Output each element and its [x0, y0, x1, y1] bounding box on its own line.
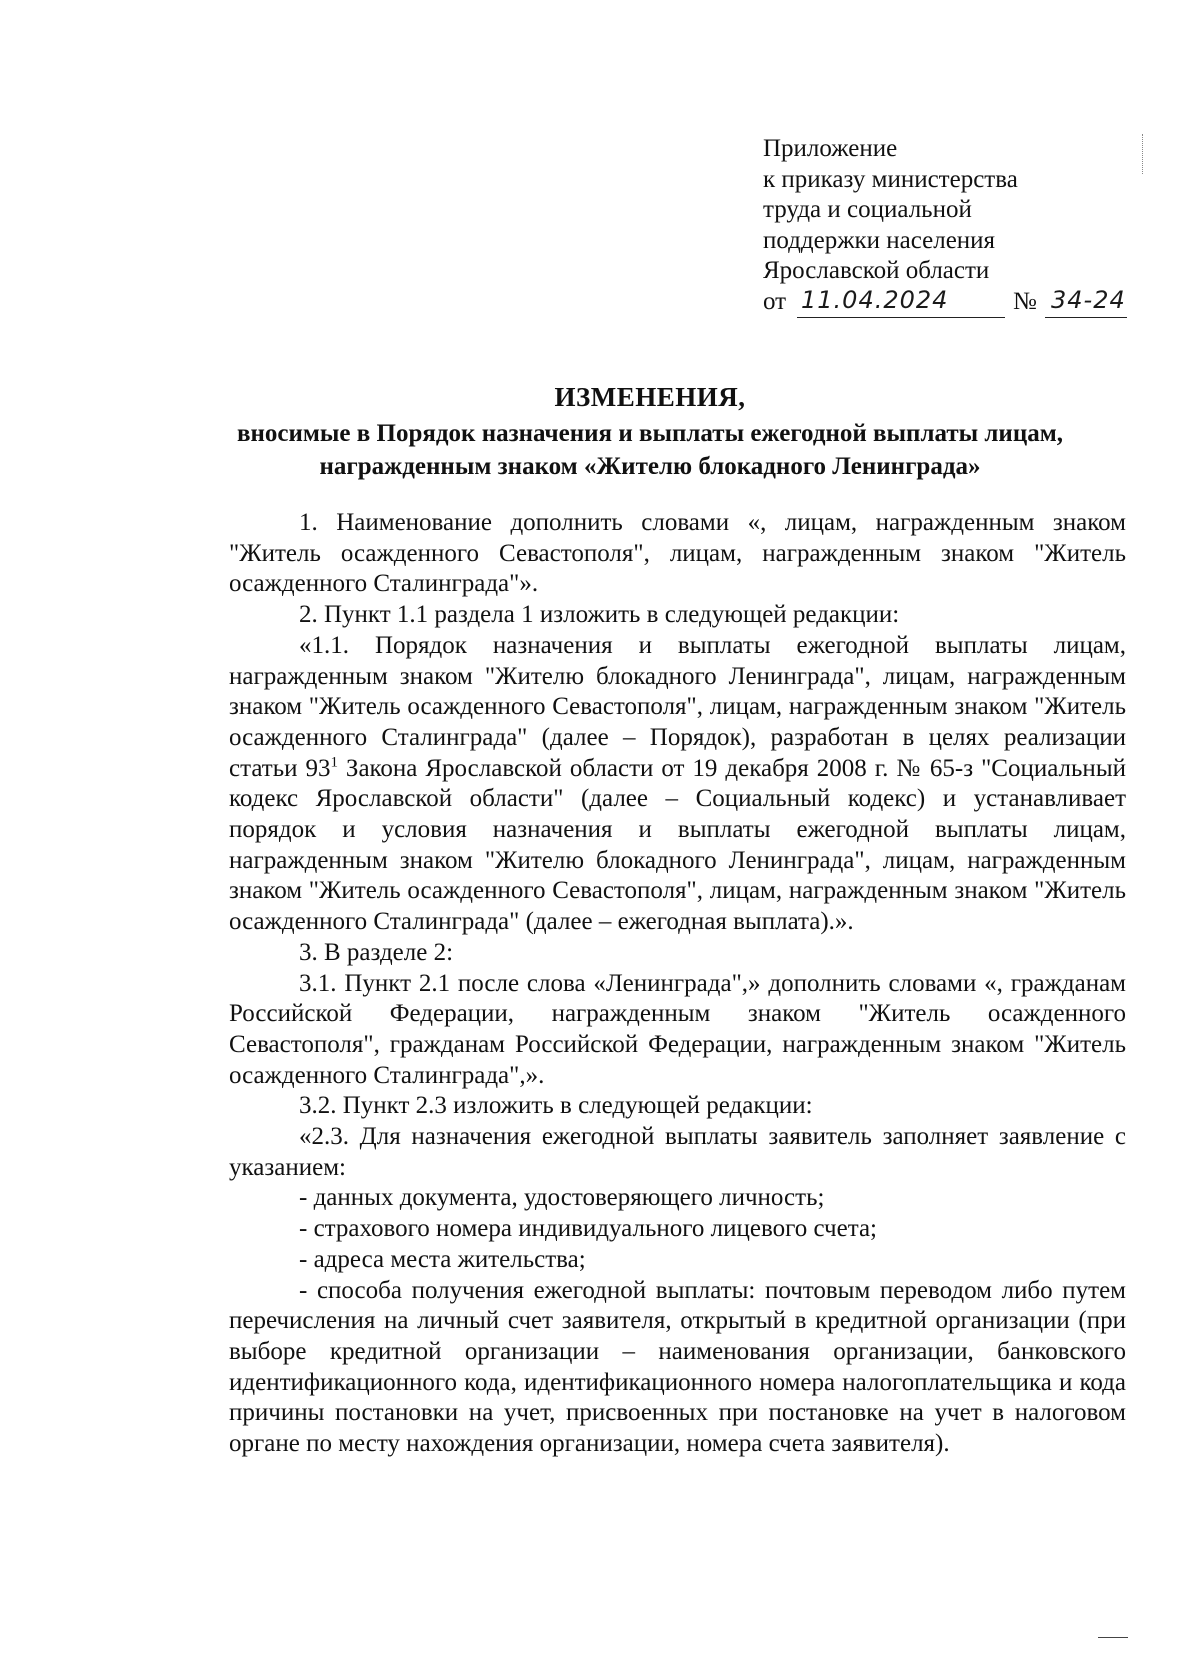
subtitle-line-2: награжденным знаком «Жителю блокадного Ленинграда» — [319, 453, 981, 480]
header-line: к приказу министерства — [763, 165, 1018, 193]
paragraph-6: 3.2. Пункт 2.3 изложить в следующей редакции: — [299, 1092, 813, 1120]
date-field — [797, 287, 1005, 318]
paragraph-3-part-1: «1.1. Порядок назначения и выплаты ежегодной выплаты лицам, награжденным знаком "Жителю блокадного Ленинграда", лицам, награжденным знаком "Житель осажденного Севастополя", лицам, награжденным знаком "Житель осажденного Сталинграда" (далее – Порядок), разработан в целях реализации статьи 93 — [229, 631, 1126, 782]
bottom-mark — [1098, 1637, 1128, 1638]
document-subtitle — [120, 417, 1180, 483]
paragraph-3 — [229, 631, 1126, 938]
document-title: ИЗМЕНЕНИЯ, — [554, 382, 746, 412]
list-item: - способа получения ежегодной выплаты: почтовым переводом либо путем перечисления на личный счет заявителя, открытый в кредитной организации (при выборе кредитной организации – наименования организации, банковского идентификационного кода, идентификационного номера налогоплательщика и кода причины постановки на учет, присвоенных при постановке на учет в налоговом органе по месту нахождения организации, номера счета заявителя). — [229, 1276, 1126, 1458]
article-superscript: 1 — [330, 754, 338, 771]
paragraph-1: 1. Наименование дополнить словами «, лицам, награжденным знаком "Житель осажденного Севастополя", лицам, награжденным знаком "Житель осажденного Сталинграда"». — [229, 509, 1126, 598]
paragraph-7: «2.3. Для назначения ежегодной выплаты заявитель заполняет заявление с указанием: — [229, 1123, 1126, 1181]
paragraph-2: 2. Пункт 1.1 раздела 1 изложить в следующей редакции: — [299, 601, 900, 629]
header-line: Приложение — [763, 135, 898, 162]
appendix-header — [763, 134, 1126, 321]
number-field — [1045, 287, 1127, 318]
subtitle-line-1: вносимые в Порядок назначения и выплаты ежегодной выплаты лицам, — [236, 420, 1064, 447]
margin-mark — [1142, 134, 1144, 174]
number-label: № — [1013, 287, 1037, 315]
header-line: труда и социальной — [763, 196, 972, 223]
list-item: - страхового номера индивидуального лицевого счета; — [299, 1215, 877, 1243]
header-line: Ярославской области — [763, 257, 990, 284]
paragraph-3-part-2: Закона Ярославской области от 19 декабря 2008 г. № 65-з "Социальный кодекс Ярославской области" (далее – Социальный кодекс) и устанавливает порядок и условия назначения и выплаты ежегодной выплаты лицам, награжденным знаком "Жителю блокадного Ленинграда", лицам, награжденным знаком "Житель осажденного Севастополя", лицам, награжденным знаком "Житель осажденного Сталинграда" (далее – ежегодная выплата).». — [229, 754, 1126, 936]
header-line: поддержки населения — [763, 226, 996, 254]
document-body — [229, 508, 1126, 1460]
paragraph-5: 3.1. Пункт 2.1 после слова «Ленинграда",» дополнить словами «, гражданам Российской Федерации, награжденным знаком "Житель осажденного Севастополя", гражданам Российской Федерации, награжденным знаком "Житель осажденного Сталинграда",». — [229, 969, 1126, 1089]
list-item: - адреса места жительства; — [299, 1245, 586, 1273]
handwritten-date: 11.04.2024 — [801, 285, 949, 314]
paragraph-4: 3. В разделе 2: — [299, 938, 454, 966]
date-label: от — [763, 287, 787, 315]
handwritten-number: 34-24 — [1051, 285, 1126, 314]
list-item: - данных документа, удостоверяющего личность; — [299, 1184, 825, 1212]
order-date-number-line — [763, 285, 1126, 321]
